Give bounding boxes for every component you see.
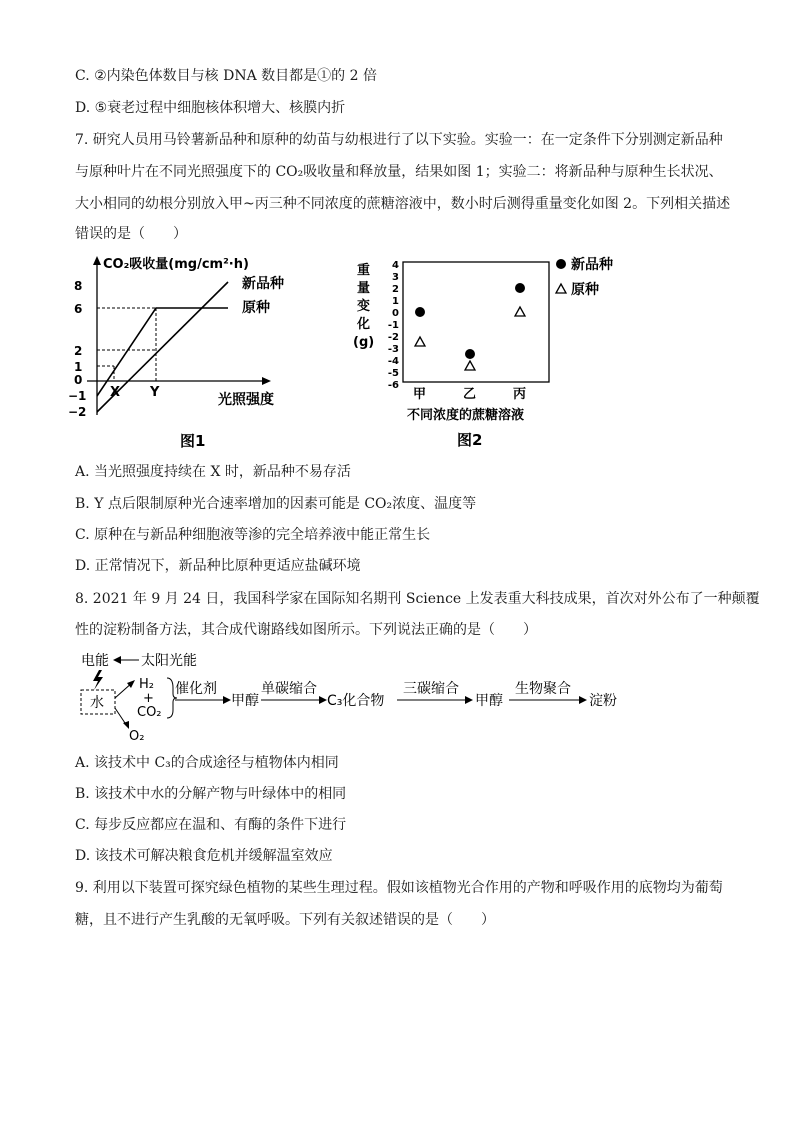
fig1-ytick-6: 6 <box>74 302 83 316</box>
fig2-ytick: 2 <box>392 284 399 295</box>
q7-stem-line-4: 错误的是（ ） <box>75 226 187 242</box>
fig1-label-new-variety: 新品种 <box>242 276 284 292</box>
q7-option-d: D. 正常情况下，新品种比原种更适应盐碱环境 <box>75 558 361 574</box>
fig2-ytick: -5 <box>387 368 399 379</box>
q7-option-c: C. 原种在与新品种细胞液等渗的完全培养液中能正常生长 <box>75 527 431 543</box>
q8-step-three-carbon: 三碳缩合 <box>403 681 459 697</box>
q7-option-b: B. Y 点后限制原种光合速率增加的因素可能是 CO₂浓度、温度等 <box>75 496 477 512</box>
q6-option-d: D. ⑤衰老过程中细胞核体积增大、核膜内折 <box>75 100 346 116</box>
q8-step-single-carbon: 单碳缩合 <box>261 681 317 697</box>
fig2-ytick: -1 <box>387 320 399 331</box>
fig2-caption: 图2 <box>457 431 483 449</box>
q7-stem-line-2: 与原种叶片在不同光照强度下的 CO₂吸收量和释放量，结果如图 1；实验二：将新品种与原种生长状况、 <box>75 164 723 180</box>
fig2-xcat-bing: 丙 <box>513 387 527 402</box>
fig2-point-new-甲 <box>415 307 425 317</box>
q6-option-c: C. ②内染色体数目与核 DNA 数目都是①的 2 倍 <box>75 68 377 84</box>
fig2-xcat-yi: 乙 <box>463 387 477 402</box>
q8-option-d: D. 该技术可解决粮食危机并缓解温室效应 <box>75 848 333 864</box>
fig1-ylabel: CO₂吸收量(mg/cm²·h) <box>103 257 249 272</box>
fig2-point-original-乙 <box>465 361 475 370</box>
fig1-xlabel: 光照强度 <box>218 392 274 408</box>
q8-pathway-diagram <box>75 648 635 746</box>
q7-stem-line-1: 7. 研究人员用马铃薯新品种和原种的幼苗与幼根进行了以下实验。实验一：在一定条件下分别测定新品种 <box>75 132 723 148</box>
q8-option-a: A. 该技术中 C₃的合成途径与植物体内相同 <box>75 755 339 771</box>
fig2-legend-new: 新品种 <box>571 257 613 273</box>
fig2-point-new-丙 <box>515 283 525 293</box>
fig2-point-original-甲 <box>415 337 425 346</box>
fig2-xlabel: 不同浓度的蔗糖溶液 <box>407 408 525 423</box>
q9-stem-line-2: 糖，且不进行产生乳酸的无氧呼吸。下列有关叙述错误的是（ ） <box>75 912 495 928</box>
q8-electric-energy: 电能 <box>81 653 109 669</box>
figure-2-chart <box>345 252 635 452</box>
q7-stem-line-3: 大小相同的幼根分别放入甲~丙三种不同浓度的蔗糖溶液中，数小时后测得重量变化如图 2。下列相关描述 <box>75 196 731 212</box>
q8-step-bio-polymer: 生物聚合 <box>515 681 571 697</box>
fig1-ytick-2: 2 <box>74 344 83 358</box>
fig1-xmark-y: Y <box>150 385 160 400</box>
q8-water: 水 <box>90 695 104 711</box>
fig1-xmark-x: X <box>110 385 121 400</box>
fig2-ytick: 3 <box>392 272 399 283</box>
fig2-ytick: -4 <box>387 356 399 367</box>
q7-option-a: A. 当光照强度持续在 X 时，新品种不易存活 <box>75 464 351 480</box>
q8-methanol-2: 甲醇 <box>475 693 503 709</box>
q9-stem-line-1: 9. 利用以下装置可探究绿色植物的某些生理过程。假如该植物光合作用的产物和呼吸作用的底物均为葡萄 <box>75 880 723 896</box>
fig2-plot-frame <box>403 262 549 382</box>
q8-plus: + <box>143 691 154 706</box>
fig2-ytick: -2 <box>387 332 399 343</box>
q8-option-c: C. 每步反应都应在温和、有酶的条件下进行 <box>75 817 347 833</box>
fig2-ylabel-4: 化 <box>357 317 371 332</box>
q8-h2: H₂ <box>139 677 154 692</box>
fig1-ytick-0: 0 <box>74 373 83 387</box>
lightning-icon <box>93 670 103 690</box>
fig1-ytick-1: 1 <box>74 360 83 374</box>
fig2-ylabel-3: 变 <box>357 299 371 314</box>
q8-solar-energy: 太阳光能 <box>141 653 197 669</box>
fig1-label-original: 原种 <box>242 300 270 316</box>
q8-c3-compound: C₃化合物 <box>327 693 385 709</box>
fig2-ytick: -3 <box>387 344 399 355</box>
fig2-ytick: 0 <box>392 308 399 319</box>
fig2-point-new-乙 <box>465 349 475 359</box>
q8-stem-line-2: 性的淀粉制备方法，其合成代谢路线如图所示。下列说法正确的是（ ） <box>75 622 537 638</box>
fig2-xcat-jia: 甲 <box>413 387 427 402</box>
q8-starch: 淀粉 <box>589 693 617 709</box>
q8-option-b: B. 该技术中水的分解产物与叶绿体中的相同 <box>75 786 347 802</box>
fig1-ytick-neg1: −1 <box>68 389 87 403</box>
fig2-ytick: -6 <box>387 380 399 391</box>
fig2-ytick: 1 <box>392 296 399 307</box>
q8-co2: CO₂ <box>137 705 162 720</box>
fig1-caption: 图1 <box>180 432 206 450</box>
fig2-ylabel-2: 量 <box>357 281 371 296</box>
q8-o2: O₂ <box>129 729 145 744</box>
fig2-legend-original: 原种 <box>571 282 599 298</box>
q8-methanol-1: 甲醇 <box>231 693 259 709</box>
q8-catalyst: 催化剂 <box>175 681 217 697</box>
q8-stem-line-1: 8. 2021 年 9 月 24 日，我国科学家在国际知名期刊 Science 上发表重大科技成果，首次对外公布了一种颠覆 <box>75 591 760 607</box>
figure-1-chart <box>60 250 300 455</box>
fig1-ytick-neg2: −2 <box>68 405 87 419</box>
fig2-point-original-丙 <box>515 307 525 316</box>
fig1-series-original <box>97 308 228 396</box>
fig2-legend-dot-icon <box>556 259 566 269</box>
fig2-ytick: 4 <box>392 260 399 271</box>
fig1-ytick-8: 8 <box>74 279 83 293</box>
fig2-ylabel-1: 重 <box>357 263 371 278</box>
fig2-ylabel-5: (g) <box>353 335 375 350</box>
fig2-legend-triangle-icon <box>556 284 566 293</box>
